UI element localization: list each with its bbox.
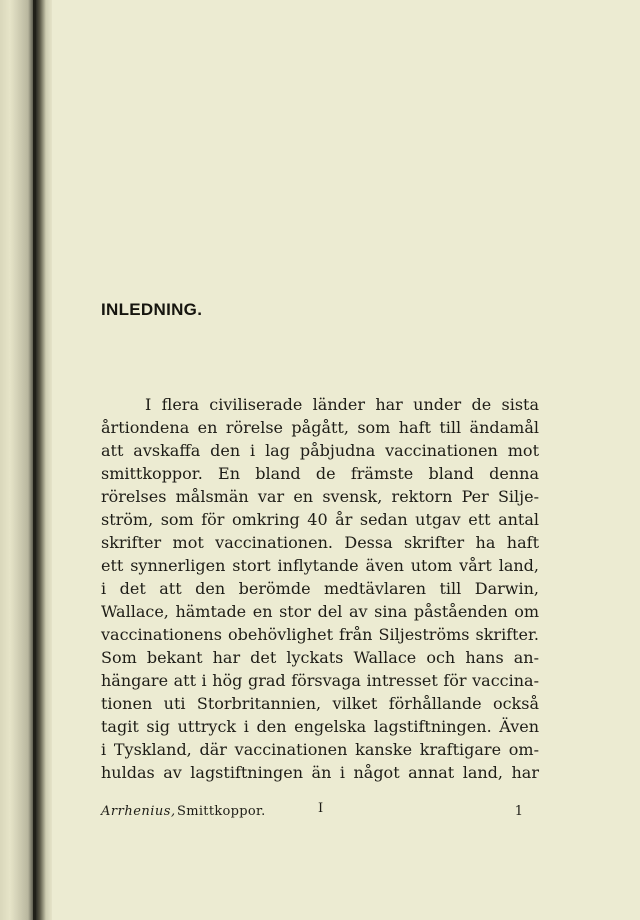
text-line: Wallace, hämtade en stor del av sina påståenden om (101, 602, 539, 621)
text-line: vaccinationens obehövlighet från Siljeströms skrifter. (101, 625, 539, 644)
body-paragraph (101, 393, 539, 784)
binding-shadow (33, 0, 36, 920)
text-line: ett synnerligen stort inflytande även utom vårt land, (101, 556, 539, 575)
text-line: skrifter mot vaccinationen. Dessa skrifter ha haft (101, 533, 539, 552)
text-line: I flera civiliserade länder har under de sista (145, 395, 539, 414)
text-line: i det att den berömde medtävlaren till Darwin, (101, 579, 539, 598)
text-line: tionen uti Storbritannien, vilket förhållande också (101, 694, 539, 713)
text-line: i Tyskland, där vaccinationen kanske kraftigare om- (101, 740, 539, 759)
text-line: rörelses målsmän var en svensk, rektorn Per Silje- (101, 487, 539, 506)
signature-mark: I (318, 801, 324, 816)
text-line: årtiondena en rörelse pågått, som haft till ändamål (101, 418, 539, 437)
page-number: 1 (514, 804, 523, 819)
text-line: smittkoppor. En bland de främste bland denna (101, 464, 539, 483)
footer-author: Arrhenius, (101, 804, 176, 819)
book-gutter (0, 0, 52, 920)
page-footer (101, 801, 539, 824)
text-line: huldas av lagstiftningen än i något annat land, har (101, 763, 539, 782)
footer-title: Smittkoppor. (177, 804, 266, 819)
text-line: hängare att i hög grad försvaga intresset för vaccina- (101, 671, 539, 690)
chapter-heading: INLEDNING. (101, 300, 203, 319)
text-line: tagit sig uttryck i den engelska lagstiftningen. Även (101, 717, 539, 736)
text-line: Som bekant har det lyckats Wallace och hans an- (101, 648, 539, 667)
text-line: ström, som för omkring 40 år sedan utgav ett antal (101, 510, 539, 529)
text-line: att avskaffa den i lag påbjudna vaccinationen mot (101, 441, 539, 460)
